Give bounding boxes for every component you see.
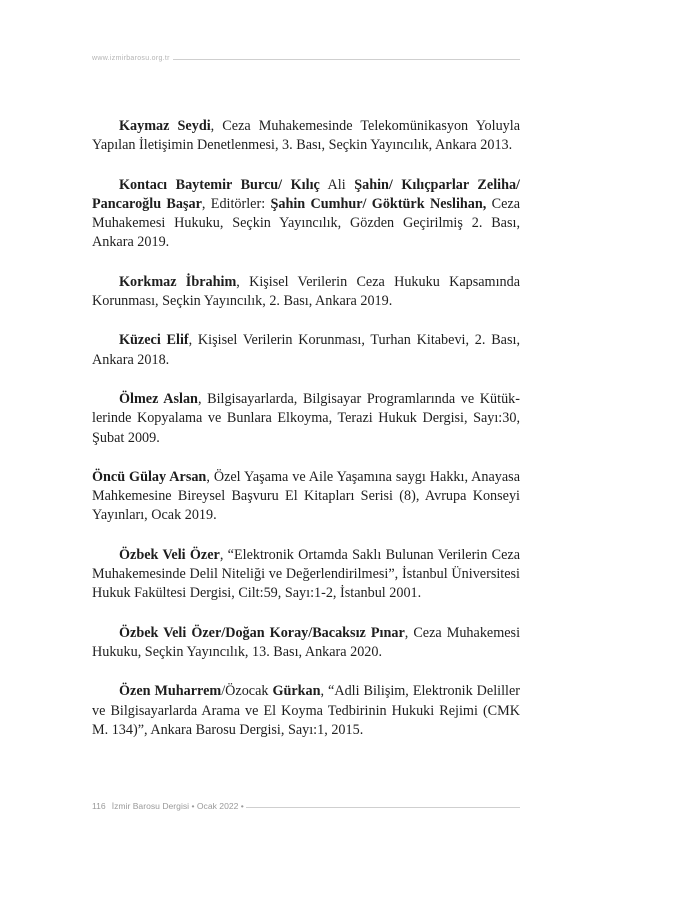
author-name: Gürkan — [272, 683, 321, 700]
bibliography-entry — [92, 273, 520, 312]
running-footer — [92, 799, 520, 815]
author-name: Ölmez Aslan — [119, 390, 198, 407]
bibliography-entry — [92, 468, 520, 526]
author-name: Şahin Cumhur/ Göktürk Neslihan, — [270, 195, 487, 212]
header-url: www.izmirbarosu.org.tr — [92, 53, 173, 65]
citation-text: , “Elektronik Ortamda Saklı Bulunan Verilerin Ceza Muhakemesinde Delil Niteliği ve Değerlendirilmesi”, İstanbul Üniversitesi Hukuk Fakültesi Dergisi, Cilt:59, Sayı:1-2, İstanbul 2001. — [92, 546, 520, 602]
author-name: Kontacı Baytemir Burcu/ Kılıç — [119, 176, 320, 193]
citation-text: , Ceza Muhakemesinde Telekomünikasyon Yoluyla Yapılan İletişimin Denetlenmesi, 3. Bası, Seçkin Yayıncılık, Ankara 2013. — [92, 118, 520, 154]
author-name: Öncü Gülay Arsan — [92, 468, 207, 485]
bibliography-entry — [92, 117, 520, 156]
citation-text: , Ceza Muhakemesi Hukuku, Seçkin Yayıncılık, 13. Bası, Ankara 2020. — [92, 624, 521, 660]
author-name: Şahin/ Kılıçparlar Zeliha/ Pancaroğlu Başar — [92, 176, 521, 212]
author-name: Özbek Veli Özer/Doğan Koray/Bacaksız Pınar — [119, 624, 405, 641]
citation-text: , Kişisel Verilerin Korunması, Turhan Kitabevi, 2. Bası, Ankara 2018. — [92, 332, 520, 368]
bibliography-entry — [92, 546, 520, 604]
citation-text: , Kişisel Verilerin Ceza Hukuku Kapsamında Korunması, Seçkin Yayıncılık, 2. Bası, Ankara 2019. — [92, 273, 520, 310]
bibliography-list — [92, 117, 520, 760]
running-header — [92, 53, 520, 67]
citation-text: Ali — [319, 176, 355, 193]
author-name: Kaymaz Seydi — [119, 118, 211, 134]
citation-text: , Özel Yaşama ve Aile Yaşamına saygı Hakkı, Anayasa Mahkemesine Bireysel Başvuru El Kitapları Serisi (8), Avrupa Konseyi Yayınları, Ocak 2019. — [92, 468, 520, 524]
author-name: Özen Muharrem — [119, 683, 222, 700]
bibliography-entry — [92, 624, 520, 663]
bibliography-entry — [92, 682, 520, 740]
journal-name: İzmir Barosu Dergisi • Ocak 2022 • — [111, 801, 244, 811]
citation-text: , Bilgisayarlarda, Bilgisayar Programlarında ve Kütüklerinde Kopyalama ve Bunlara Elkoyma, Terazi Hukuk Dergisi, Sayı:30, Şubat 2009. — [92, 390, 520, 446]
citation-text: , “Adli Bilişim, Elektronik Deliller ve Bilgisayarlarda Arama ve El Koyma Tedbirinin Hukuki Rejimi (CMK M. 134)”, Ankara Barosu Dergisi, Sayı:1, 2015. — [92, 683, 520, 738]
citation-text: /Özocak — [221, 683, 273, 700]
author-name: Küzeci Elif — [119, 332, 189, 349]
author-name: Özbek Veli Özer — [119, 546, 220, 563]
bibliography-entry — [92, 176, 520, 253]
bibliography-entry — [92, 390, 520, 448]
page-number: 116 — [92, 801, 106, 811]
citation-text: Ceza Muhakemesi Hukuku, Seçkin Yayıncılık, Gözden Geçirilmiş 2. Bası, Ankara 2019. — [92, 195, 520, 251]
footer-text — [92, 799, 246, 813]
citation-text: , Editörler: — [201, 195, 271, 212]
author-name: Korkmaz İbrahim — [119, 273, 237, 290]
bibliography-entry — [92, 331, 520, 370]
